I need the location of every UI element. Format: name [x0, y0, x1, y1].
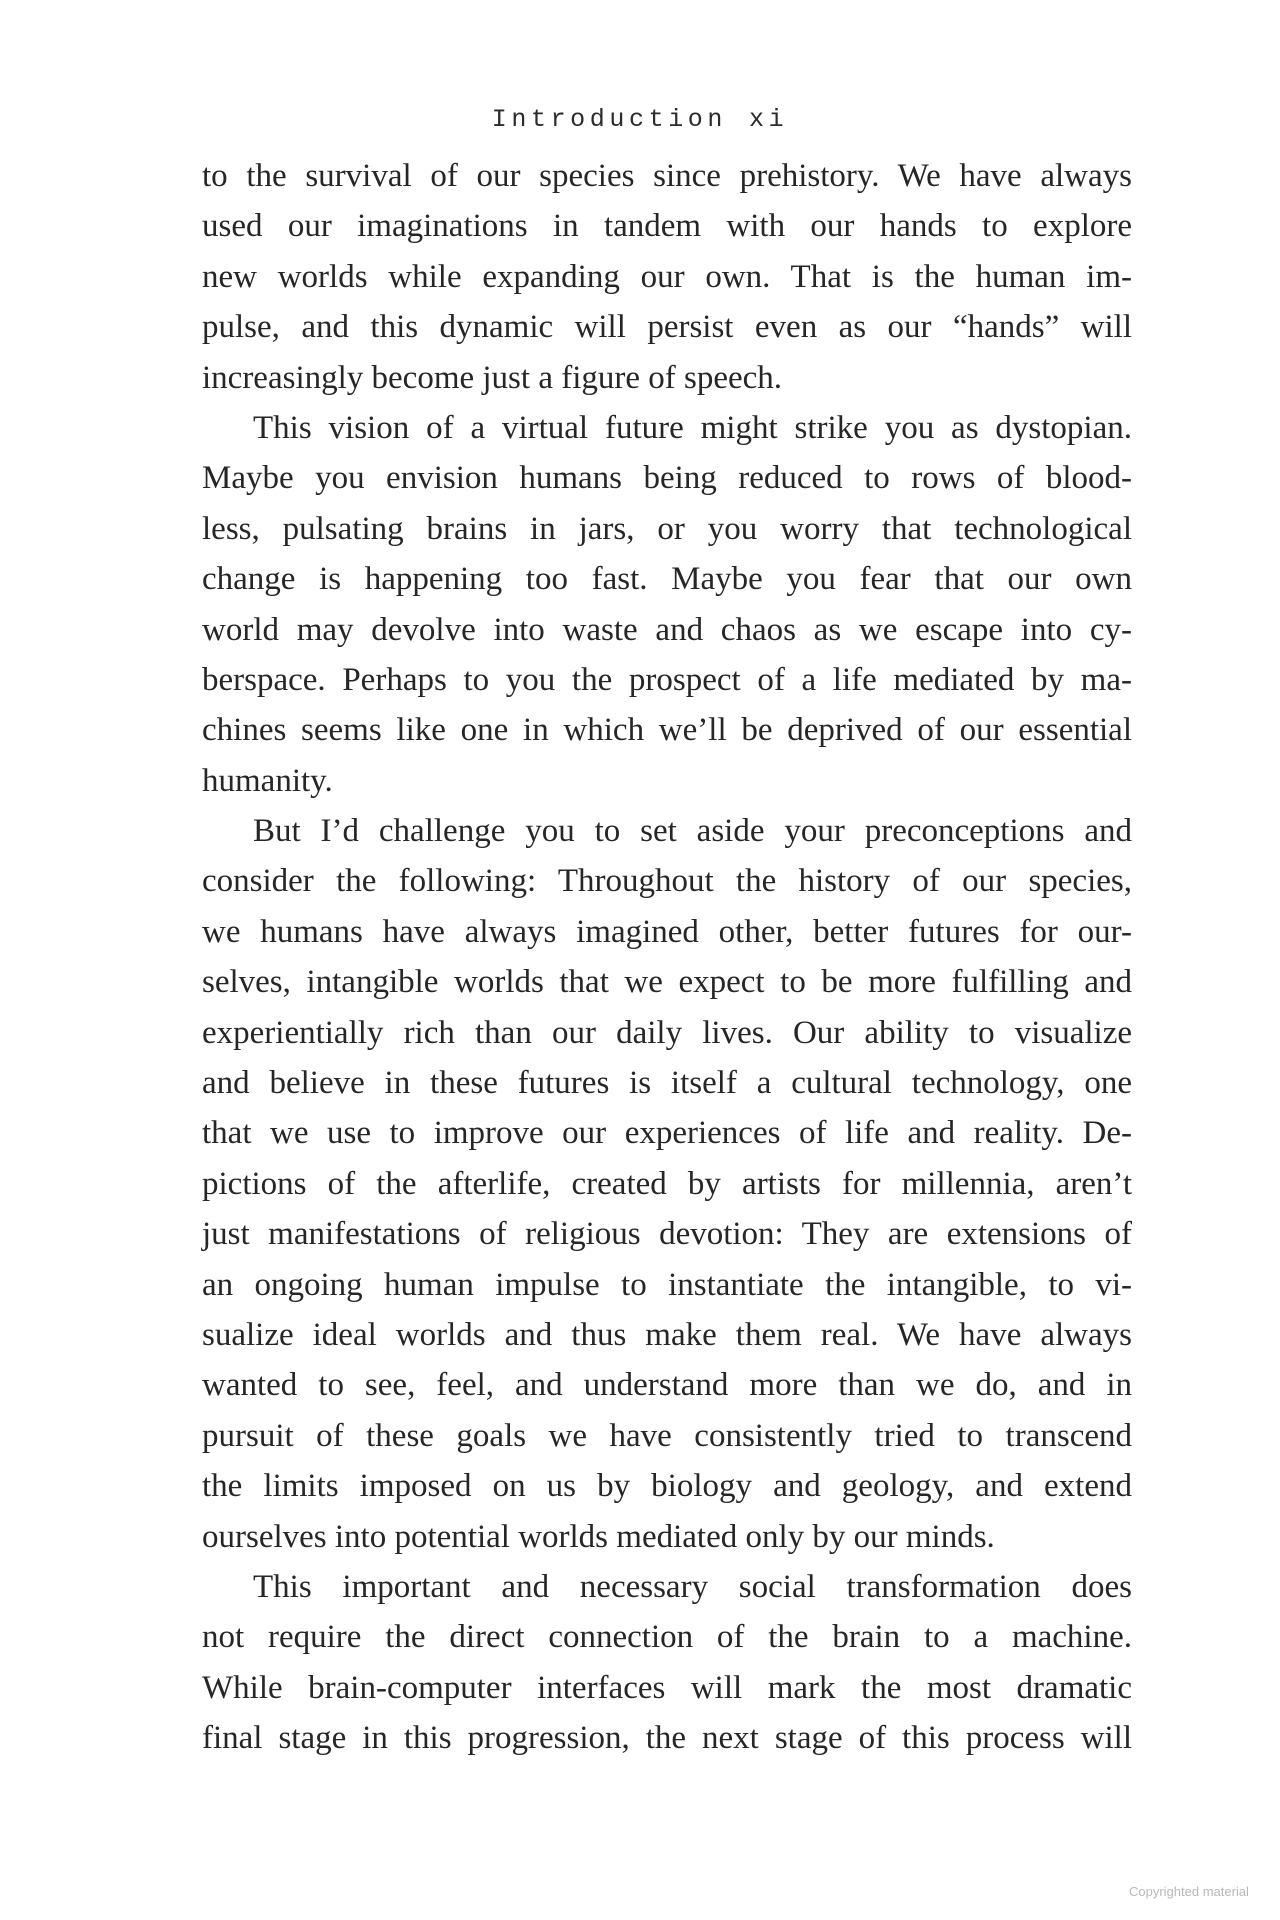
text-line: increasingly become just a figure of speech. — [202, 359, 783, 396]
text-line: berspace. Perhaps to you the prospect of a life mediated by ma- — [202, 661, 1132, 698]
text-line: pursuit of these goals we have consistently tried to transcend — [202, 1417, 1132, 1454]
text-line: an ongoing human impulse to instantiate the intangible, to vi- — [202, 1266, 1132, 1303]
text-line: the limits imposed on us by biology and geology, and extend — [202, 1468, 1132, 1505]
paragraph-1 — [202, 151, 1132, 403]
text-line: wanted to see, feel, and understand more than we do, and in — [202, 1367, 1132, 1404]
body-text — [202, 151, 1132, 1764]
text-line: and believe in these futures is itself a cultural technology, one — [202, 1065, 1132, 1102]
running-header — [0, 106, 1280, 134]
text-line: consider the following: Throughout the history of our species, — [202, 863, 1132, 900]
text-line: new worlds while expanding our own. That is the human im- — [202, 258, 1132, 295]
copyright-watermark: Copyrighted material — [1129, 1884, 1249, 1899]
text-line: that we use to improve our experiences of life and reality. De- — [202, 1115, 1132, 1152]
text-line: world may devolve into waste and chaos as we escape into cy- — [202, 611, 1132, 648]
text-line: While brain-computer interfaces will mark the most dramatic — [202, 1669, 1132, 1706]
text-line: not require the direct connection of the brain to a machine. — [202, 1619, 1132, 1656]
page-number: xi — [749, 105, 789, 134]
paragraph-3 — [202, 806, 1132, 1562]
text-line: just manifestations of religious devotion: They are extensions of — [202, 1216, 1132, 1253]
text-line: experientially rich than our daily lives. Our ability to visualize — [202, 1014, 1132, 1051]
text-line: ourselves into potential worlds mediated only by our minds. — [202, 1518, 995, 1555]
section-title: Introduction — [491, 105, 727, 134]
text-line: This important and necessary social transformation does — [253, 1568, 1132, 1605]
text-line: we humans have always imagined other, better futures for our- — [202, 913, 1132, 950]
text-line: to the survival of our species since prehistory. We have always — [202, 158, 1132, 194]
text-line: This vision of a virtual future might strike you as dystopian. — [253, 409, 1132, 446]
text-line: pulse, and this dynamic will persist even as our “hands” will — [202, 309, 1132, 346]
text-line: selves, intangible worlds that we expect to be more fulfilling and — [202, 964, 1132, 1001]
text-line: change is happening too fast. Maybe you fear that our own — [202, 561, 1132, 598]
text-line: sualize ideal worlds and thus make them real. We have always — [202, 1316, 1132, 1353]
text-line: less, pulsating brains in jars, or you worry that technological — [202, 510, 1132, 547]
text-line: chines seems like one in which we’ll be deprived of our essential — [202, 712, 1132, 749]
text-line: Maybe you envision humans being reduced to rows of blood- — [202, 460, 1132, 497]
paragraph-4 — [202, 1562, 1132, 1764]
text-line: pictions of the afterlife, created by artists for millennia, aren’t — [202, 1165, 1132, 1202]
text-line: But I’d challenge you to set aside your preconceptions and — [253, 813, 1132, 850]
text-line: humanity. — [202, 762, 333, 799]
paragraph-2 — [202, 403, 1132, 806]
text-line: used our imaginations in tandem with our hands to explore — [202, 208, 1132, 245]
text-line: final stage in this progression, the next stage of this process will — [202, 1720, 1132, 1757]
